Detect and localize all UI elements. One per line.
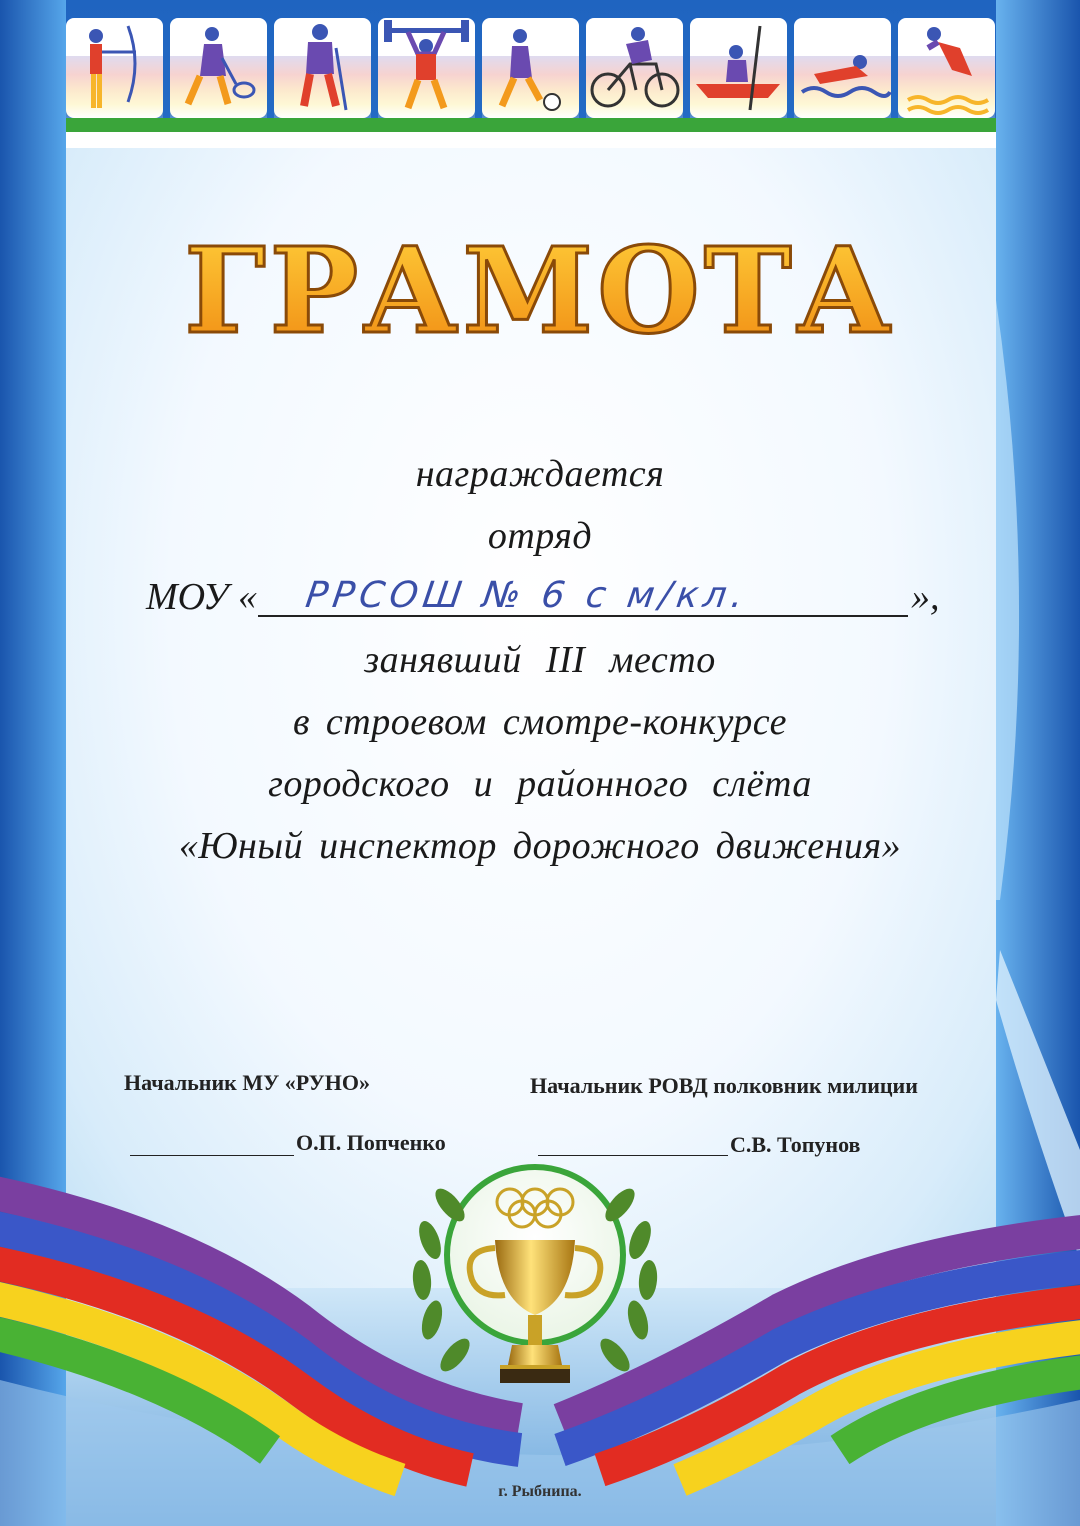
org-prefix: МОУ « <box>146 576 257 618</box>
sports-icons-row <box>66 18 994 118</box>
left-signatory-position: Начальник МУ «РУНО» <box>124 1070 371 1095</box>
event-line-1: в строевом смотре-конкурсе <box>292 701 788 743</box>
org-handwritten-name: РРСОШ № 6 с м/кл. <box>303 575 751 616</box>
cycling-icon <box>586 18 683 118</box>
svg-text:ГРАМОТА: ГРАМОТА <box>184 221 896 360</box>
swimming-icon <box>794 18 891 118</box>
org-suffix: », <box>911 576 940 618</box>
archery-icon <box>66 18 163 118</box>
tennis-icon <box>170 18 267 118</box>
event-line-3: «Юный инспектор дорожного движения» <box>178 825 902 867</box>
right-signatory-name: С.В. Топунов <box>730 1132 861 1157</box>
place-line: занявший III место <box>364 639 716 681</box>
rowing-icon <box>690 18 787 118</box>
footer-city: г. Рыбнипа. <box>498 1483 582 1500</box>
certificate-title <box>184 220 896 360</box>
football-icon <box>482 18 579 118</box>
left-signature-line <box>130 1155 294 1156</box>
right-signatory-position: Начальник РОВД полковник милиции <box>530 1073 918 1098</box>
diving-icon <box>898 18 995 118</box>
organization-line <box>146 575 946 625</box>
event-line-2: городского и районного слёта <box>268 763 812 805</box>
awarded-line: награждается <box>415 453 665 495</box>
weightlifting-icon <box>378 18 475 118</box>
hockey-icon <box>274 18 371 118</box>
left-signatory-name: О.П. Попченко <box>296 1130 446 1155</box>
unit-line: отряд <box>487 515 593 557</box>
trophy-emblem <box>400 1150 670 1430</box>
